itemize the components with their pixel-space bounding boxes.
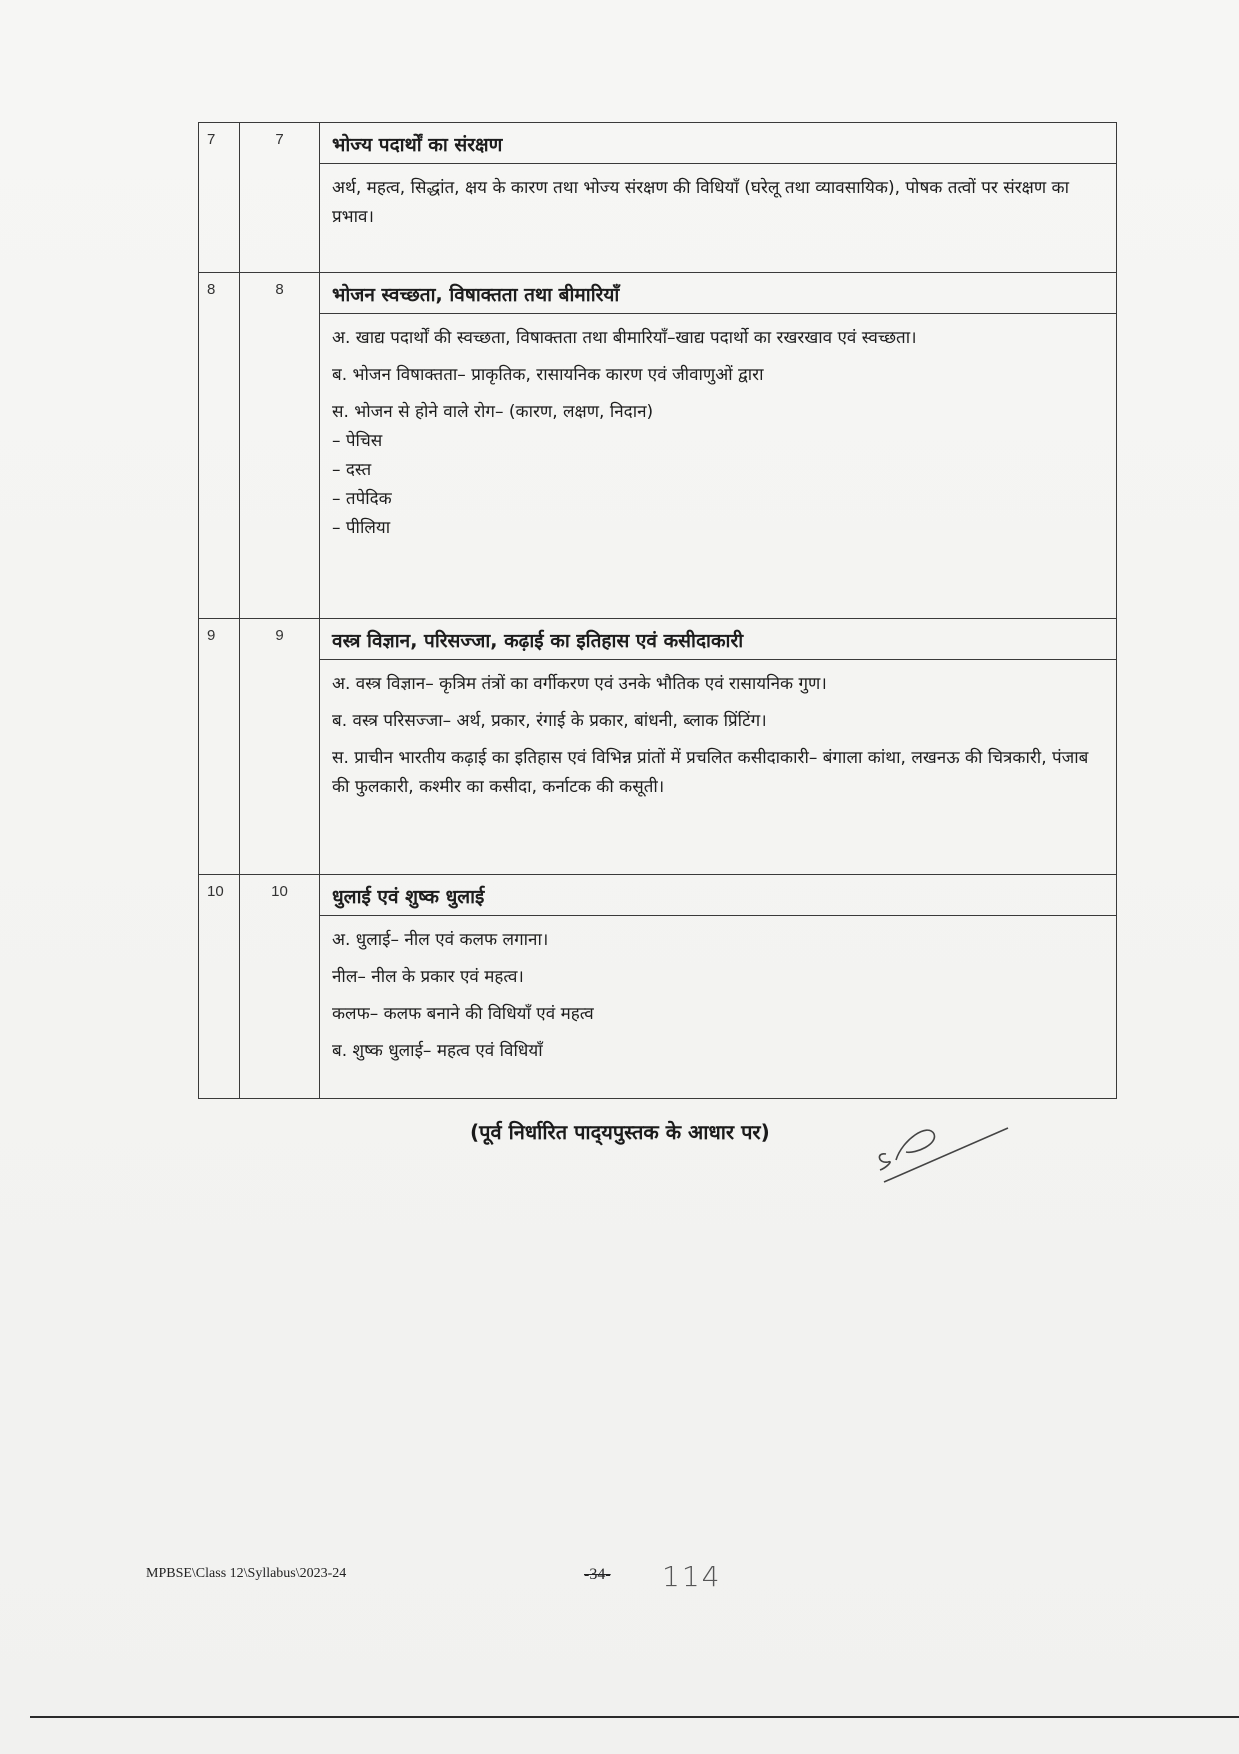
unit-paragraph: स. प्राचीन भारतीय कढ़ाई का इतिहास एवं विभिन्न प्रांतों में प्रचलित कसीदाकारी– बंगाला कांथा, लखनऊ की चित्रकारी, पंजाब की फुलकारी, कश्मीर का कसीदा, कर्नाटक की कसूती। [332,748,1089,797]
unit-paragraph: अ. धुलाई– नील एवं कलफ लगाना। [332,930,549,950]
handwritten-page-number: 114 [662,1560,722,1593]
unit-content [320,619,1117,875]
list-item: – तपेदिक [332,489,392,509]
signature-icon [872,1110,1022,1190]
page-number: -34- [584,1566,611,1583]
table-row [199,875,1117,1099]
table-row [199,273,1117,619]
unit-paragraph: कलफ– कलफ बनाने की विधियाँ एवं महत्व [332,1004,594,1024]
bottom-divider [30,1716,1239,1718]
unit-paragraph: ब. शुष्क धुलाई– महत्व एवं विधियाँ [332,1041,543,1061]
unit-body [320,916,1116,1092]
unit-paragraph: स. भोजन से होने वाले रोग– (कारण, लक्षण, निदान) [332,402,654,422]
unit-title: भोजन स्वच्छता, विषाक्तता तथा बीमारियाँ [320,273,1116,314]
unit-number: 8 [240,273,320,619]
unit-paragraph: अ. वस्त्र विज्ञान– कृत्रिम तंत्रों का वर्गीकरण एवं उनके भौतिक एवं रासायनिक गुण। [332,674,827,694]
syllabus-table [198,122,1117,1099]
unit-title: धुलाई एवं शुष्क धुलाई [320,875,1116,916]
document-path: MPBSE\Class 12\Syllabus\2023-24 [146,1566,347,1581]
unit-content [320,123,1117,273]
unit-content [320,875,1117,1099]
table-row [199,619,1117,875]
unit-content [320,273,1117,619]
unit-body [320,660,1116,828]
serial-number: 7 [199,123,240,273]
unit-number: 10 [240,875,320,1099]
unit-paragraph: अ. खाद्य पदार्थों की स्वच्छता, विषाक्तता तथा बीमारियाँ–खाद्य पदार्थो का रखरखाव एवं स्वच्छता। [332,328,917,348]
unit-number: 9 [240,619,320,875]
unit-title: भोज्य पदार्थों का संरक्षण [320,123,1116,164]
serial-number: 9 [199,619,240,875]
serial-number: 10 [199,875,240,1099]
unit-paragraph: ब. भोजन विषाक्तता– प्राकृतिक, रासायनिक कारण एवं जीवाणुओं द्वारा [332,365,764,385]
unit-paragraph: नील– नील के प्रकार एवं महत्व। [332,967,524,987]
list-item: – पेचिस [332,431,383,451]
table-row [199,123,1117,273]
footer-note: (पूर्व निर्धारित पाद्‌यपुस्तक के आधार पर) [470,1120,770,1144]
unit-body [320,164,1116,258]
list-item: – पीलिया [332,518,391,538]
unit-paragraph: ब. वस्त्र परिसज्जा– अर्थ, प्रकार, रंगाई के प्रकार, बांधनी, ब्लाक प्रिंटिंग। [332,711,767,731]
serial-number: 8 [199,273,240,619]
list-item: – दस्त [332,460,372,480]
unit-paragraph: अर्थ, महत्व, सिद्धांत, क्षय के कारण तथा भोज्य संरक्षण की विधियाँ (घरेलू तथा व्यावसायिक), पोषक तत्वों पर संरक्षण का प्रभाव। [332,178,1069,227]
unit-body [320,314,1116,561]
unit-title: वस्त्र विज्ञान, परिसज्जा, कढ़ाई का इतिहास एवं कसीदाकारी [320,619,1116,660]
unit-number: 7 [240,123,320,273]
